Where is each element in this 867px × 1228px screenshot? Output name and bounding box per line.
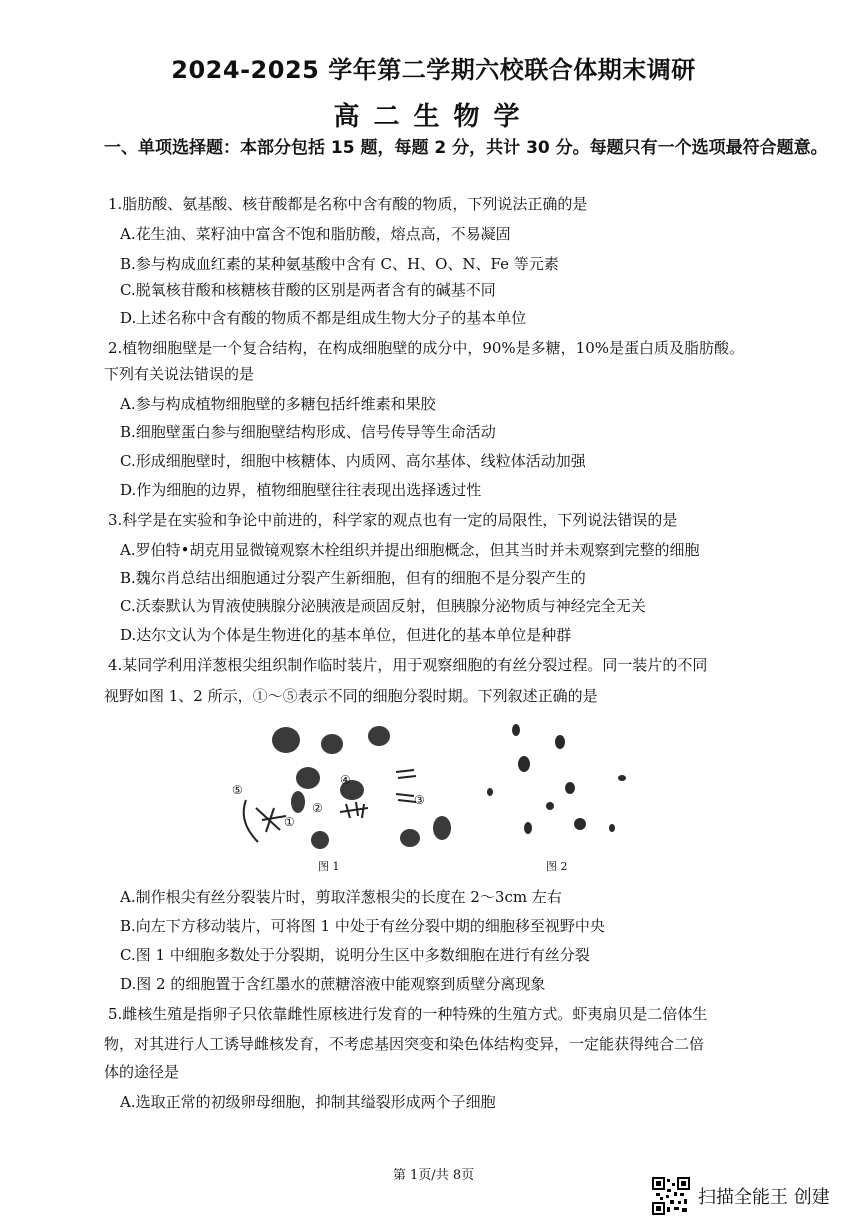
cell-telophase [244,800,286,842]
figure-2-caption: 图 2 [546,860,568,873]
question-3-option-d: D.达尔文认为个体是生物进化的基本单位，但进化的基本单位是种群 [120,626,572,644]
question-4-stem-line2: 视野如图 1、2 所示，①～⑤表示不同的细胞分裂时期。下列叙述正确的是 [104,687,598,705]
cell-interphase [272,727,300,753]
cell-interphase [296,767,320,789]
qr-code-icon [652,1177,690,1215]
question-1-option-d: D.上述名称中含有酸的物质不都是组成生物大分子的基本单位 [120,309,527,327]
question-2-option-b: B.细胞壁蛋白参与细胞壁结构形成、信号传导等生命活动 [120,423,496,441]
question-4-stem-line1: 4.某同学利用洋葱根尖组织制作临时装片，用于观察细胞的有丝分裂过程。同一装片的不同 [108,656,708,674]
question-5-stem-line3: 体的途径是 [104,1063,180,1081]
cell-interphase [311,831,329,849]
question-4-option-b: B.向左下方移动装片，可将图 1 中处于有丝分裂中期的细胞移至视野中央 [120,917,605,935]
question-1-option-a: A.花生油、菜籽油中富含不饱和脂肪酸，熔点高，不易凝固 [120,225,511,243]
micrograph-images [228,712,648,874]
page-number: 第 1页/共 8页 [392,1168,475,1183]
question-1-option-c: C.脱氧核苷酸和核糖核苷酸的区别是两者含有的碱基不同 [120,281,496,299]
cell-plasmolysis [546,802,554,810]
question-5-stem-line2: 物，对其进行人工诱导雌核发育，不考虑基因突变和染色体结构变异，一定能获得纯合二倍 [104,1035,705,1053]
scanner-brand-text: 扫描全能王 创建 [698,1187,830,1208]
cell-plasmolysis [487,788,493,796]
cell-plasmolysis [512,724,520,736]
subject-title: 高二生物学 [333,102,534,132]
question-4-option-a: A.制作根尖有丝分裂装片时，剪取洋葱根尖的长度在 2～3cm 左右 [120,888,562,906]
question-4-option-c: C.图 1 中细胞多数处于分裂期，说明分生区中多数细胞在进行有丝分裂 [120,946,590,964]
label-1: ① [284,815,295,829]
cell-interphase [321,734,343,754]
cell-plasmolysis [555,735,565,749]
question-1-stem: 1.脂肪酸、氨基酸、核苷酸都是名称中含有酸的物质，下列说法正确的是 [108,195,588,213]
question-2-option-d: D.作为细胞的边界，植物细胞壁往往表现出选择透过性 [120,481,482,499]
label-3: ③ [414,793,425,807]
question-2-stem-line2: 下列有关说法错误的是 [104,365,255,383]
micrograph-figures [228,712,648,874]
cell-plasmolysis [565,782,575,794]
label-4: ④ [340,773,351,787]
exam-title: 2024-2025 学年第二学期六校联合体期末调研 [171,56,696,84]
label-2: ② [312,801,323,815]
cell-interphase [400,829,420,847]
question-2-option-c: C.形成细胞壁时，细胞中核糖体、内质网、高尔基体、线粒体活动加强 [120,452,586,470]
question-3-option-a: A.罗伯特•胡克用显微镜观察木栓组织并提出细胞概念，但其当时并未观察到完整的细胞 [120,541,700,559]
figure-2-micrograph [487,724,626,834]
figure-1-caption: 图 1 [318,860,340,873]
cell-plasmolysis [618,775,626,781]
question-2-option-a: A.参与构成植物细胞壁的多糖包括纤维素和果胶 [120,395,436,413]
figure-1-micrograph [232,726,451,849]
question-4-option-d: D.图 2 的细胞置于含红墨水的蔗糖溶液中能观察到质壁分离现象 [120,975,546,993]
scanner-watermark [652,1176,852,1216]
question-3-stem: 3.科学是在实验和争论中前进的，科学家的观点也有一定的局限性，下列说法错误的是 [108,511,678,529]
cell-interphase [291,791,305,813]
cell-plasmolysis [524,822,532,834]
cell-interphase [368,726,390,746]
question-3-option-c: C.沃泰默认为胃液使胰腺分泌胰液是顽固反射，但胰腺分泌物质与神经完全无关 [120,597,646,615]
label-5: ⑤ [232,783,243,797]
section-heading: 一、单项选择题：本部分包括 15 题，每题 2 分，共计 30 分。每题只有一个选项最符合题意。 [104,138,828,158]
question-3-option-b: B.魏尔肖总结出细胞通过分裂产生新细胞，但有的细胞不是分裂产生的 [120,569,586,587]
cell-plasmolysis [574,818,586,830]
cell-plasmolysis [609,824,615,832]
question-1-option-b: B.参与构成血红素的某种氨基酸中含有 C、H、O、N、Fe 等元素 [120,255,559,273]
cell-plasmolysis [518,756,530,772]
cell-interphase [433,816,451,840]
question-5-option-a: A.选取正常的初级卵母细胞，抑制其缢裂形成两个子细胞 [120,1093,496,1111]
question-2-stem-line1: 2.植物细胞壁是一个复合结构，在构成细胞壁的成分中，90%是多糖，10%是蛋白质及脂肪酸。 [108,339,744,357]
cell-anaphase [396,770,416,802]
question-5-stem-line1: 5.雌核生殖是指卵子只依靠雌性原核进行发育的一种特殊的生殖方式。虾夷扇贝是二倍体生 [108,1005,708,1023]
figure-1-labels [232,773,425,829]
cell-metaphase [340,802,368,818]
